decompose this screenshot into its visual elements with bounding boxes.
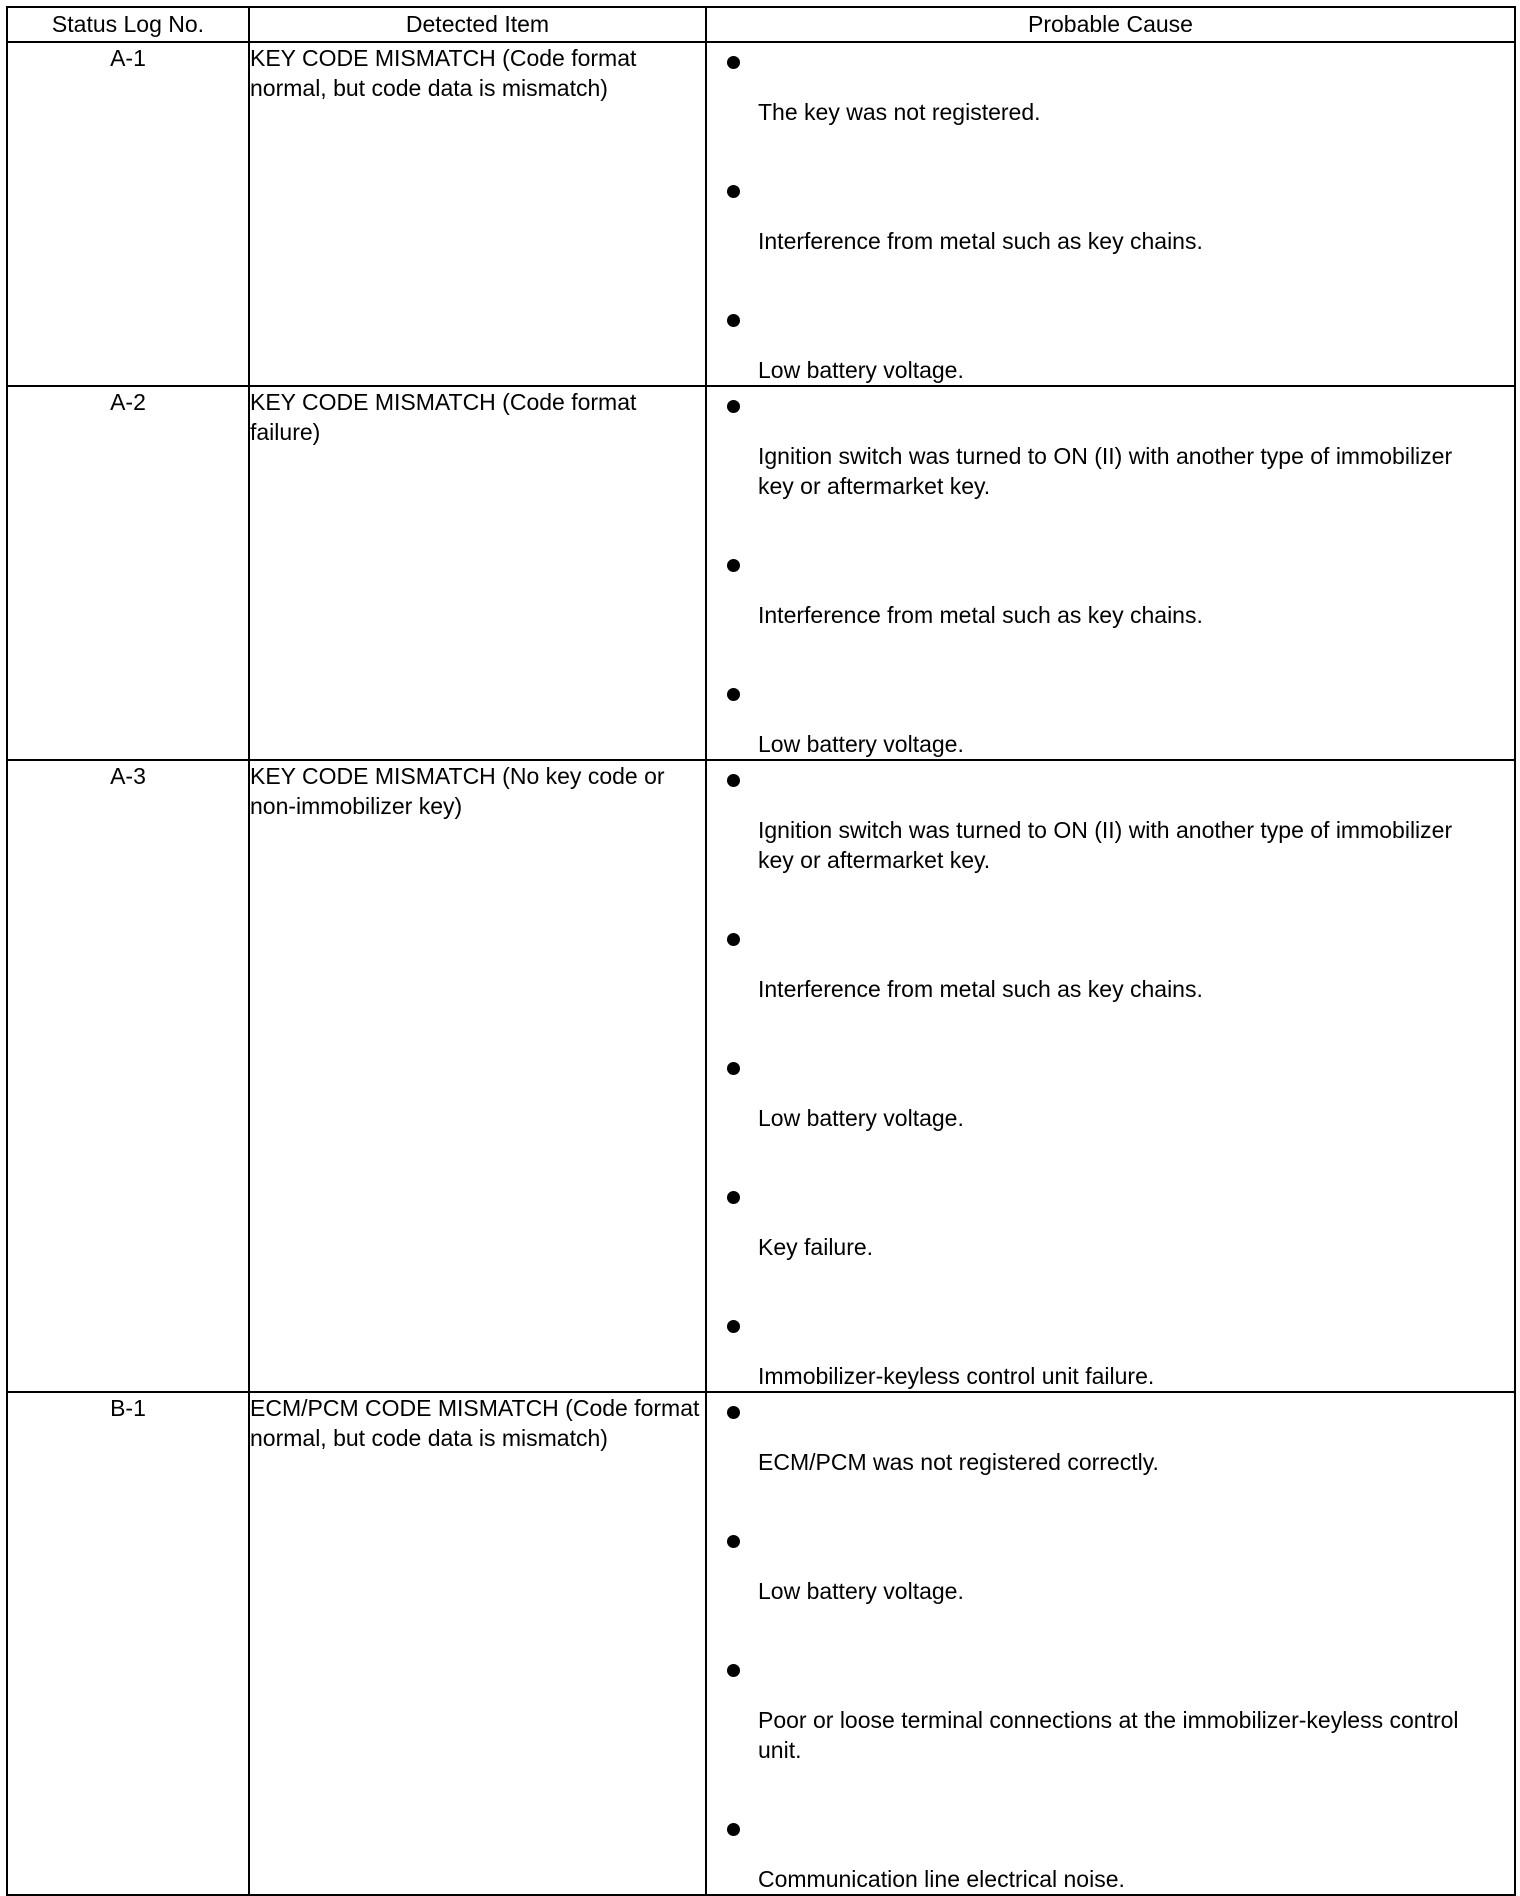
cause-text: Interference from metal such as key chains. bbox=[758, 602, 1203, 628]
list-item bbox=[707, 1393, 1514, 1477]
bullet-icon bbox=[727, 1535, 740, 1548]
detected-item-cell: KEY CODE MISMATCH (Code format failure) bbox=[249, 386, 706, 760]
status-log-no-cell: A-2 bbox=[7, 386, 249, 760]
detected-item-cell: KEY CODE MISMATCH (Code format normal, but code data is mismatch) bbox=[249, 42, 706, 386]
header-detected-item: Detected Item bbox=[249, 7, 706, 42]
bullet-icon bbox=[727, 559, 740, 572]
table-row bbox=[7, 386, 1515, 760]
bullet-icon bbox=[727, 688, 740, 701]
bullet-icon bbox=[727, 1664, 740, 1677]
table-row bbox=[7, 42, 1515, 386]
probable-cause-cell bbox=[706, 42, 1515, 386]
cause-list bbox=[707, 761, 1514, 1391]
cause-text: Ignition switch was turned to ON (II) with another type of immobilizer key or aftermarket key. bbox=[758, 443, 1453, 499]
bullet-icon bbox=[727, 1062, 740, 1075]
cause-text: Poor or loose terminal connections at the immobilizer-keyless control unit. bbox=[758, 1707, 1459, 1763]
list-item bbox=[707, 1522, 1514, 1606]
cause-text: Ignition switch was turned to ON (II) with another type of immobilizer key or aftermarket key. bbox=[758, 817, 1453, 873]
list-item bbox=[707, 920, 1514, 1004]
list-item bbox=[707, 43, 1514, 127]
probable-cause-cell bbox=[706, 1392, 1515, 1895]
cause-text: Interference from metal such as key chains. bbox=[758, 976, 1203, 1002]
cause-list bbox=[707, 43, 1514, 385]
bullet-icon bbox=[727, 1191, 740, 1204]
cause-list bbox=[707, 387, 1514, 759]
detected-item-cell: KEY CODE MISMATCH (No key code or non-immobilizer key) bbox=[249, 760, 706, 1392]
table-row bbox=[7, 1392, 1515, 1895]
cause-text: Immobilizer-keyless control unit failure. bbox=[758, 1363, 1155, 1389]
probable-cause-cell bbox=[706, 760, 1515, 1392]
list-item bbox=[707, 761, 1514, 875]
cause-text: Low battery voltage. bbox=[758, 1105, 964, 1131]
bullet-icon bbox=[727, 774, 740, 787]
status-log-no-cell: A-3 bbox=[7, 760, 249, 1392]
header-status-log-no: Status Log No. bbox=[7, 7, 249, 42]
cause-text: The key was not registered. bbox=[758, 99, 1041, 125]
status-log-no-cell: B-1 bbox=[7, 1392, 249, 1895]
cause-text: Low battery voltage. bbox=[758, 357, 964, 383]
bullet-icon bbox=[727, 1406, 740, 1419]
cause-text: ECM/PCM was not registered correctly. bbox=[758, 1449, 1159, 1475]
bullet-icon bbox=[727, 1823, 740, 1836]
cause-text: Communication line electrical noise. bbox=[758, 1866, 1125, 1892]
bullet-icon bbox=[727, 1320, 740, 1333]
status-log-table bbox=[6, 6, 1516, 1896]
list-item bbox=[707, 1307, 1514, 1391]
list-item bbox=[707, 1651, 1514, 1765]
list-item bbox=[707, 1049, 1514, 1133]
cause-list bbox=[707, 1393, 1514, 1894]
status-log-no-cell: A-1 bbox=[7, 42, 249, 386]
list-item bbox=[707, 675, 1514, 759]
bullet-icon bbox=[727, 400, 740, 413]
list-item bbox=[707, 546, 1514, 630]
cause-text: Low battery voltage. bbox=[758, 731, 964, 757]
bullet-icon bbox=[727, 314, 740, 327]
list-item bbox=[707, 387, 1514, 501]
table-header-row bbox=[7, 7, 1515, 42]
header-probable-cause: Probable Cause bbox=[706, 7, 1515, 42]
probable-cause-cell bbox=[706, 386, 1515, 760]
bullet-icon bbox=[727, 933, 740, 946]
cause-text: Low battery voltage. bbox=[758, 1578, 964, 1604]
list-item bbox=[707, 301, 1514, 385]
cause-text: Interference from metal such as key chains. bbox=[758, 228, 1203, 254]
cause-text: Key failure. bbox=[758, 1234, 874, 1260]
bullet-icon bbox=[727, 185, 740, 198]
list-item bbox=[707, 172, 1514, 256]
table-row bbox=[7, 760, 1515, 1392]
detected-item-cell: ECM/PCM CODE MISMATCH (Code format normal, but code data is mismatch) bbox=[249, 1392, 706, 1895]
bullet-icon bbox=[727, 56, 740, 69]
list-item bbox=[707, 1810, 1514, 1894]
list-item bbox=[707, 1178, 1514, 1262]
